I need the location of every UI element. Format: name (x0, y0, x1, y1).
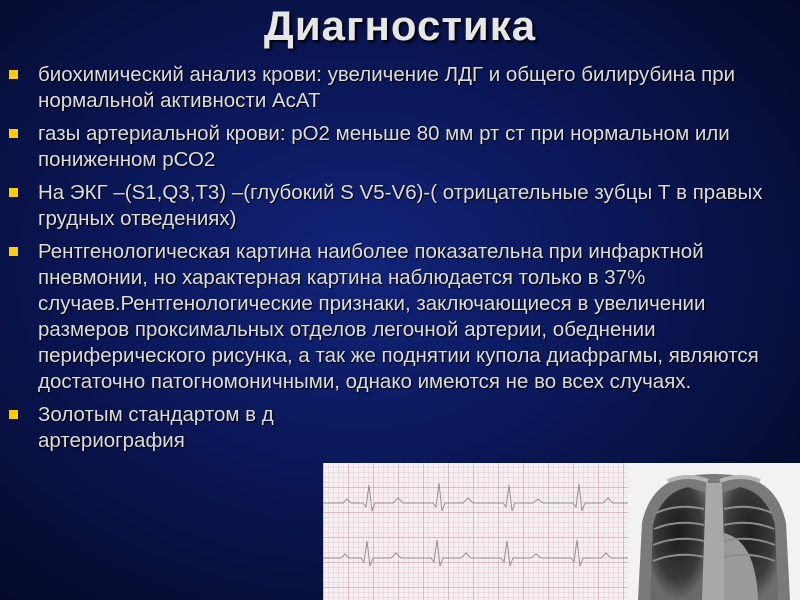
ecg-trace (323, 463, 628, 600)
bullet-text: газы артериальной крови: рО2 меньше 80 мм рт ст при нормальном или пониженном рСО2 (38, 122, 730, 171)
bullet-item-gold-standard (0, 402, 800, 454)
bullet-item-xray (0, 239, 800, 395)
bullet-text: биохимический анализ крови: увеличение ЛДГ и общего билирубина при нормальной активности АсАТ (38, 63, 736, 112)
xray-drawing (628, 463, 800, 600)
bullet-item-ecg (0, 180, 800, 232)
bullet-text: Рентгенологическая картина наиболее показательна при инфарктной пневмонии, но характерная картина наблюдается только в 37% случаев.Рентгенологические признаки, заключающиеся в увеличении размеров проксимальных отделов легочной артерии, обеднении периферического рисунка, а так же поднятии купола диафрагмы, являются достаточно патогномоничными, однако имеются не во всех случаях. (38, 240, 759, 393)
bullet-item-biochemistry (0, 62, 800, 114)
bullet-square-icon (9, 70, 18, 79)
bullet-text: Золотым стандартом в д (38, 403, 274, 426)
bullet-text-continuation: артериография (38, 429, 185, 452)
bullet-square-icon (9, 247, 18, 256)
chest-xray-image (628, 463, 800, 600)
bullet-list (0, 62, 800, 461)
bullet-square-icon (9, 129, 18, 138)
bullet-square-icon (9, 410, 18, 419)
bullet-item-blood-gases (0, 121, 800, 173)
slide-title: Диагностика (263, 2, 537, 49)
bullet-text: На ЭКГ –(S1,Q3,T3) –(глубокий S V5-V6)-( отрицательные зубцы Т в правых грудных отведениях) (38, 181, 763, 230)
ecg-strip-image (323, 463, 628, 600)
bullet-square-icon (9, 188, 18, 197)
